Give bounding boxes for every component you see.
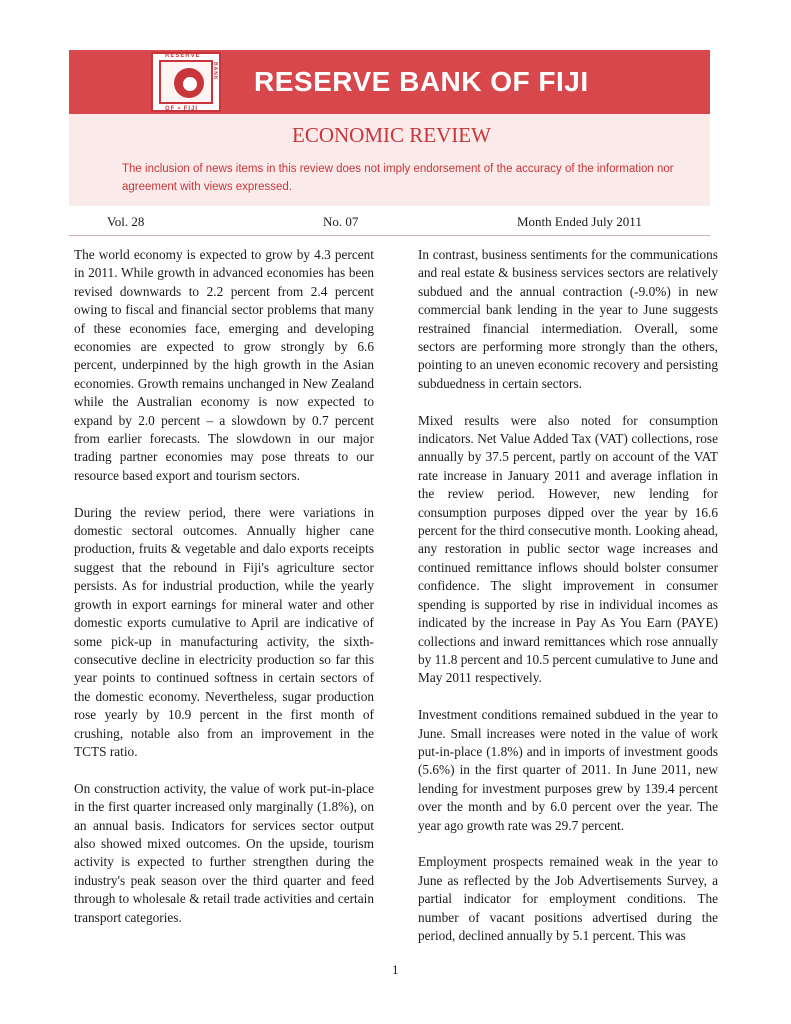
paragraph-sectoral-outcomes: During the review period, there were variations in domestic sectoral outcomes. Annually higher cane production, fruits & vegetable and dalo exports receipts suggest that the rebound in Fiji's agriculture sector persists. As for industrial production, while the yearly growth in export earnings for mineral water and other domestic exports cumulative to April are indicative of some pick-up in manufacturing activity, the sixth-consecutive decline in electricity production so far this year points to continued softness in certain sectors of the domestic economy. Nevertheless, sugar production rose yearly by 10.9 percent in the first month of crushing, notable also from an improvement in the TCTS ratio. [74, 504, 374, 759]
paragraph-world-economy: The world economy is expected to grow by 4.3 percent in 2011. While growth in advanced economies has been revised downwards to 2.2 percent from 2.4 percent owing to fiscal and financial sector problems that many of these economies face, emerging and developing economies are expected to grow strongly by 6.6 percent, underpinned by the high growth in the Asian economies. Growth remains unchanged in New Zealand while the Australian economy is now expected to expand by 2.0 percent – a slowdown by 0.7 percent from earlier forecasts. The slowdown in our major trading partner economies may pose threats to our resource based export and tourism sectors. [74, 247, 374, 483]
emblem-circle-icon [174, 68, 204, 98]
logo-text-side: BANK [212, 62, 218, 81]
paragraph-business-sentiments: In contrast, business sentiments for the communications and real estate & business services sectors are relatively subdued and the annual contraction (-9.0%) in new commercial bank lending in the year to June suggests restrained financial intermediation. Overall, some sectors are performing more strongly than the others, pointing to an uneven economic recovery and persisting subduedness in certain sectors. [418, 247, 718, 391]
page-number: 1 [392, 962, 399, 977]
period-label: Month Ended July 2011 [517, 214, 642, 229]
left-column [74, 246, 374, 945]
disclaimer-text: The inclusion of news items in this review does not imply endorsement of the accuracy of the information nor agreement with views expressed. [122, 163, 674, 193]
logo-text-top: RESERVE [165, 53, 201, 59]
header-divider [69, 235, 710, 236]
paragraph-investment-conditions: Investment conditions remained subdued in the year to June. Small increases were noted in the value of work put-in-place (1.8%) and in imports of investment goods (5.6%) in the first quarter of 2011. In June 2011, new lending for investment purposes grew by 139.4 percent over the month and by 6.0 percent over the year. The year ago growth rate was 29.7 percent. [418, 707, 718, 833]
volume-label: Vol. 28 [107, 214, 145, 229]
reserve-bank-logo [151, 52, 221, 112]
paragraph-employment-prospects: Employment prospects remained weak in the year to June as reflected by the Job Advertisements Survey, a partial indicator for employment conditions. The number of vacant positions advertised during the period, declined annually by 5.1 percent. This was [418, 854, 718, 943]
review-title: ECONOMIC REVIEW [292, 123, 491, 147]
logo-emblem [159, 60, 213, 104]
issue-number-label: No. 07 [323, 214, 359, 229]
paragraph-consumption-indicators: Mixed results were also noted for consumption indicators. Net Value Added Tax (VAT) collections, rose annually by 37.5 percent, partly on account of the VAT rate increase in January 2011 and average inflation in the review period. However, new lending for consumption purposes dipped over the year by 16.6 percent for the third consecutive month. Looking ahead, any restoration in public sector wage increases and continued remittance inflows should bolster consumer confidence. The slight improvement in consumer spending is supported by rise in individual incomes as indicated by the increase in Pay As You Earn (PAYE) collections and inward remittances which rose annually by 11.8 percent and 10.5 percent cumulative to June and May 2011 respectively. [418, 412, 718, 686]
bank-name: RESERVE BANK OF FIJI [254, 66, 589, 97]
logo-text-bottom: OF • FIJI [165, 106, 199, 112]
paragraph-construction-activity: On construction activity, the value of work put-in-place in the first quarter increased only marginally (1.8%), on an annual basis. Indicators for services sector output also showed mixed outcomes. On the upside, tourism activity is expected to further strengthen during the industry's peak season over the third quarter and feed through to wholesale & retail trade activities and certain transport categories. [74, 780, 374, 925]
right-column [418, 246, 718, 964]
